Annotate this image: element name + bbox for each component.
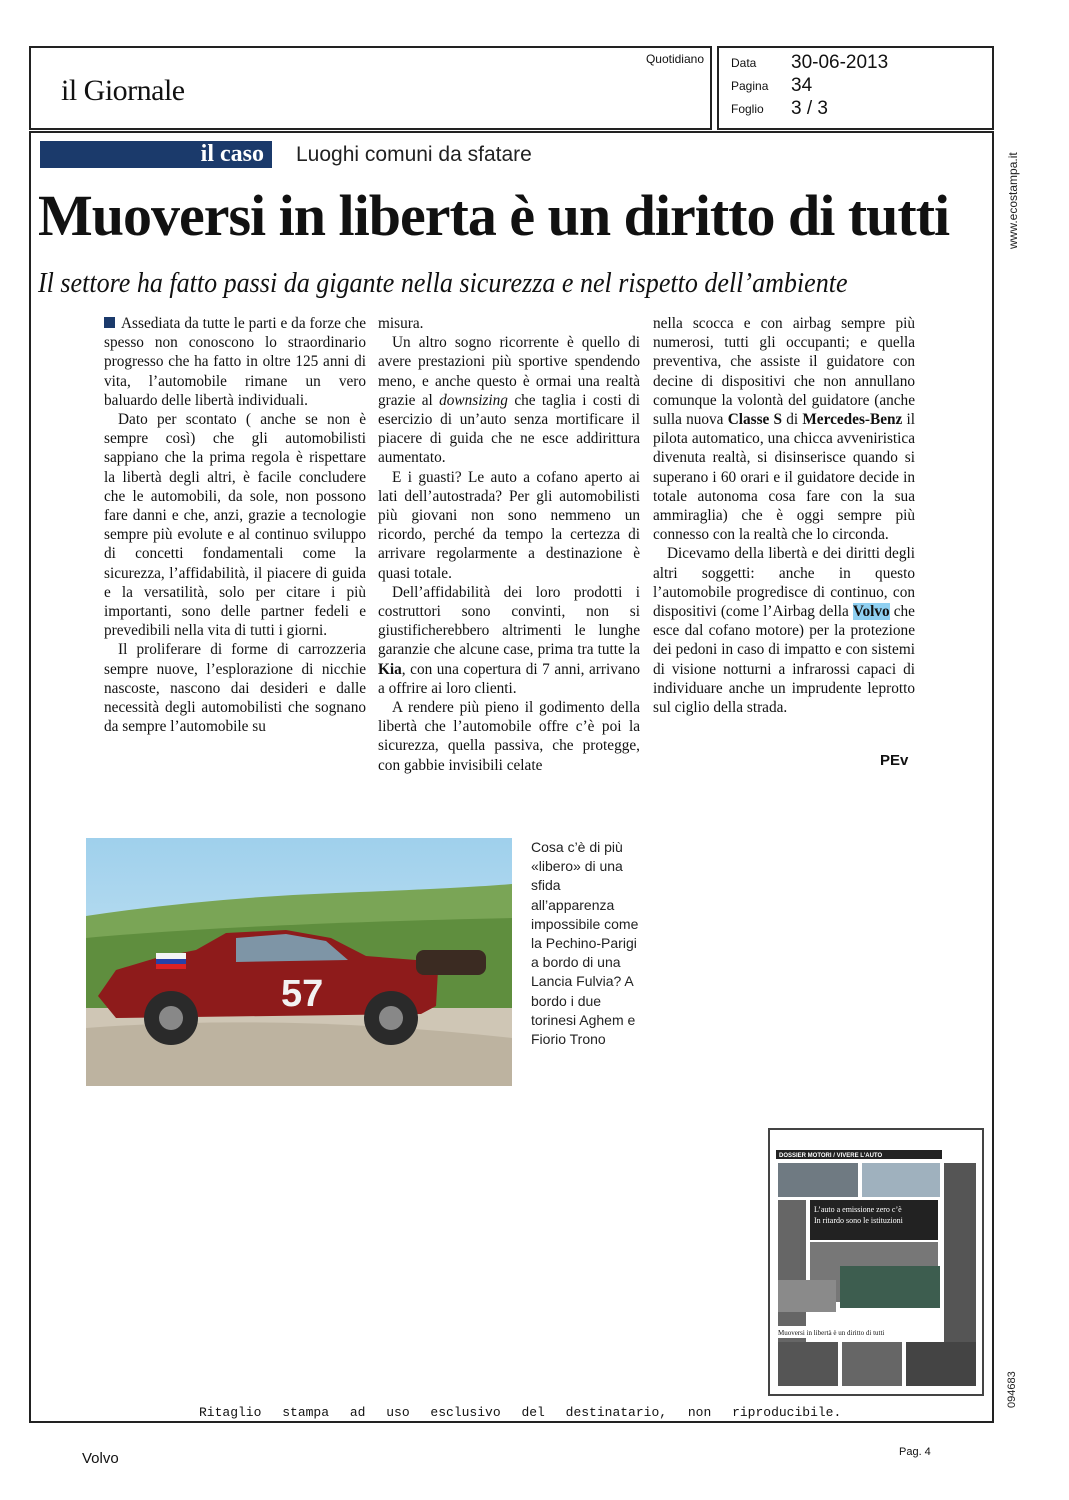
brand-mercedes: Mercedes-Benz <box>802 411 903 429</box>
paragraph: A rendere più pieno il godimento della libertà che l’automobile offre c’è poi la sicurezza, quella passiva, che protegge, con gabbie invisibili celate <box>378 699 640 774</box>
frequency-label: Quotidiano <box>645 52 704 66</box>
reproduction-notice: Ritaglio stampa ad uso esclusivo del destinatario, non riproducibile. <box>199 1405 842 1420</box>
masthead-box <box>29 46 712 130</box>
paragraph: Dicevamo della libertà e dei diritti degli altri soggetti: anche in questo l’automobile progredisce di continuo, con dispositivi (come l’Airbag della Volvo che esce dal cofano motore) per la protezione dei pedoni in caso di impatto e con sistemi di visione notturni a infrarossi capaci di individuare anche un imprudente leprotto sul ciglio della strada. <box>653 545 915 717</box>
meta-value: 3 / 3 <box>791 98 828 119</box>
paragraph: Il proliferare di forme di carrozzeria sempre nuove, l’esplorazione di nicchie nascoste, nascono dai desideri e dalle necessità degli automobilisti che sognano da sempre l’automobile su <box>104 641 366 736</box>
meta-row-sheet <box>731 98 828 120</box>
thumb-topbar: DOSSIER MOTORI / VIVERE L’AUTO <box>779 1153 883 1159</box>
highlight-volvo: Volvo <box>852 603 890 621</box>
photo-caption: Cosa c’è di più «libero» di una sfida all’apparenza impossibile come la Pechino-Parigi a bordo di una Lancia Fulvia? A bordo i due torinesi Aghem e Fiorio Trono <box>531 839 639 1048</box>
rally-car-photo <box>86 838 512 1086</box>
meta-value: 30-06-2013 <box>791 52 889 73</box>
car-number: 57 <box>281 973 324 1015</box>
footer-keyword: Volvo <box>82 1450 119 1467</box>
clipping-code: 094683 <box>1006 1371 1018 1408</box>
kicker-subtitle: Luoghi comuni da sfatare <box>296 143 532 166</box>
article-column-2 <box>378 314 640 775</box>
meta-value: 34 <box>791 75 813 96</box>
page-number: Pag. 4 <box>899 1446 931 1458</box>
paragraph: E i guasti? Le auto a cofano aperto ai lati dell’autostrada? Per gli automobilisti più giovani non sono nemmeno un ricordo, perché da tempo la certezza di arrivare regolarmente a destinazione è quasi totale. <box>378 468 640 582</box>
meta-key: Pagina <box>731 79 769 93</box>
brand-kia: Kia <box>378 660 402 678</box>
author-signature: PEv <box>880 752 909 769</box>
website-watermark: www.ecostampa.it <box>1006 152 1020 249</box>
meta-key: Foglio <box>731 102 764 116</box>
meta-row-page <box>731 75 812 97</box>
thumb-headline-2: In ritardo sono le istituzioni <box>814 1216 903 1225</box>
paragraph: Un altro sogno ricorrente è quello di avere prestazioni più sportive spendendo meno, e anche questo è ormai una realtà grazie al downsizing che taglia i costi di esercizio di un’auto senza mortificare il piacere di guida che ne esce addirittura aumentato. <box>378 334 640 467</box>
thumb-headline-1: L’auto a emissione zero c’è <box>814 1205 902 1214</box>
newspaper-logo: il Giornale <box>61 74 185 107</box>
headline: Muoversi in liberta è un diritto di tutti <box>38 183 950 248</box>
thumb-headline-3: Muoversi in libertà è un diritto di tutti <box>778 1329 885 1337</box>
kicker-label: il caso <box>200 141 264 167</box>
paragraph: Dell’affidabilità dei loro prodotti i costruttori sono convinti, non si giustificherebbero altrimenti le lunghe garanzie che alcune case, prima tra tutte la Kia, con una copertura di 7 anni, arrivano a offrire ai loro clienti. <box>378 583 640 697</box>
article-column-3 <box>653 314 915 717</box>
kicker-bar <box>40 141 272 168</box>
subheadline: Il settore ha fatto passi da gigante nella sicurezza e nel rispetto dell’ambiente <box>38 268 848 299</box>
paragraph: Assediata da tutte le parti e da forze che spesso non conoscono lo straordinario progresso che ha fatto in oltre 125 anni di vita, l’automobile rimane un vero baluardo delle libertà individuali. <box>104 315 366 409</box>
bullet-square-icon <box>104 317 115 328</box>
article-column-1 <box>104 314 366 736</box>
paragraph: nella scocca e con airbag sempre più numerosi, tutti gli occupanti; e quella preventiva, che assiste il guidatore con decine di dispositivi che non annullano comunque la volontà del guidatore (anche sulla nuova Classe S di Mercedes-Benz il pilota automatico, una chicca avveniristica divenuta realtà, si disinserisce quando si superano i 60 orari e il guidatore decide in totale autonoma cosa fare con la sua ammiraglia) che è oggi sempre più connesso con la realtà che lo circonda. <box>653 315 915 544</box>
paragraph: misura. <box>378 315 424 332</box>
meta-row-date <box>731 52 888 74</box>
page-thumbnail <box>768 1128 984 1396</box>
metadata-box <box>717 46 994 130</box>
paragraph: Dato per scontato ( anche se non è sempre così) che gli automobilisti sappiano che la prima regola è rispettare la libertà degli altri, è facile concludere che le automobili, da sole, non possono fare danni e che, anzi, grazie a tecnologie sempre più evolute e al continuo sviluppo di concetti fondamentali come la sicurezza, l’affidabilità, il piacere di guida e la versatilità, solo per citare i più importanti, sono delle partner fedeli e prevedibili nella vita di tutti i giorni. <box>104 411 366 640</box>
meta-key: Data <box>731 56 757 70</box>
